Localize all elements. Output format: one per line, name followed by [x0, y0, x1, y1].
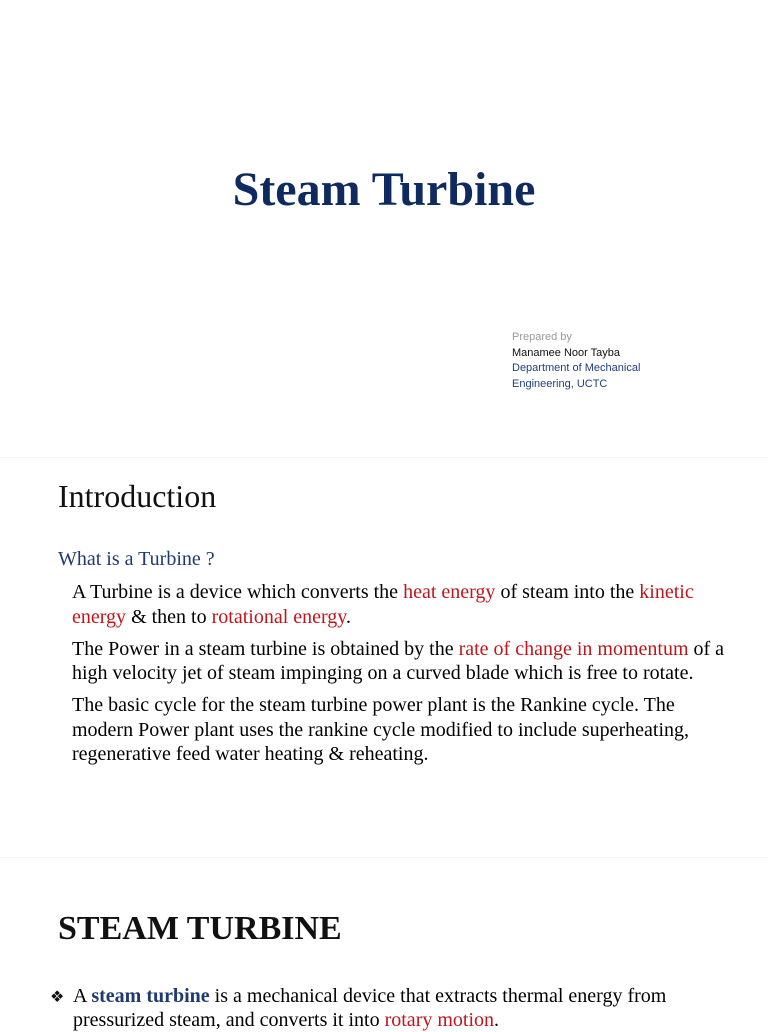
- author-name: Manamee Noor Tayba: [512, 346, 621, 359]
- introduction-slide: [0, 458, 768, 858]
- title-slide: [0, 0, 768, 458]
- bullet-text: .: [346, 605, 352, 628]
- bullet-text: A: [73, 985, 92, 1007]
- introduction-heading: Introduction: [58, 478, 217, 514]
- prepared-by-block: [512, 330, 732, 392]
- prepared-by-label: Prepared by: [512, 331, 572, 343]
- keyword-steam-turbine: steam turbine: [91, 985, 210, 1007]
- steam-turbine-slide: [0, 858, 768, 1031]
- list-item: [56, 693, 726, 767]
- list-item: [56, 637, 726, 686]
- turbine-question: What is a Turbine ?: [58, 548, 215, 570]
- list-item: [50, 984, 740, 1032]
- department-line-2: Engineering, UCTC: [512, 377, 608, 390]
- steam-turbine-bullet-list: [50, 984, 740, 1032]
- bullet-text: of steam into the: [495, 581, 640, 603]
- bullet-text: .: [494, 1009, 500, 1031]
- bullet-text: of a high velocity jet of steam impinging on a curved blade which is free to rotate.: [72, 637, 725, 684]
- diamond-bullet-icon: ❖: [50, 987, 65, 1006]
- highlight-rotary-motion: rotary motion: [384, 1009, 495, 1031]
- bullet-text: & then to: [126, 605, 212, 628]
- highlight-rotational-energy: rotational energy: [211, 605, 347, 628]
- department-line-1: Department of Mechanical: [512, 362, 641, 374]
- introduction-bullet-list: [56, 580, 726, 774]
- list-item: [56, 580, 726, 629]
- highlight-kinetic-energy: kinetic energy: [72, 581, 694, 628]
- highlight-rate-of-change: rate of change in momentum: [458, 637, 689, 660]
- bullet-text: The Power in a steam turbine is obtained by the: [72, 637, 459, 660]
- steam-turbine-heading: STEAM TURBINE: [58, 910, 342, 947]
- highlight-heat-energy: heat energy: [403, 581, 496, 603]
- bullet-text: is a mechanical device that extracts thermal energy from pressurized steam, and converts it into: [73, 985, 667, 1031]
- bullet-text: A Turbine is a device which converts the: [72, 581, 404, 603]
- bullet-text: The basic cycle for the steam turbine power plant is the Rankine cycle. The modern Power plant uses the rankine cycle modified to include superheating, regenerative feed water heating & reheating.: [72, 694, 690, 765]
- presentation-title: Steam Turbine: [232, 163, 536, 216]
